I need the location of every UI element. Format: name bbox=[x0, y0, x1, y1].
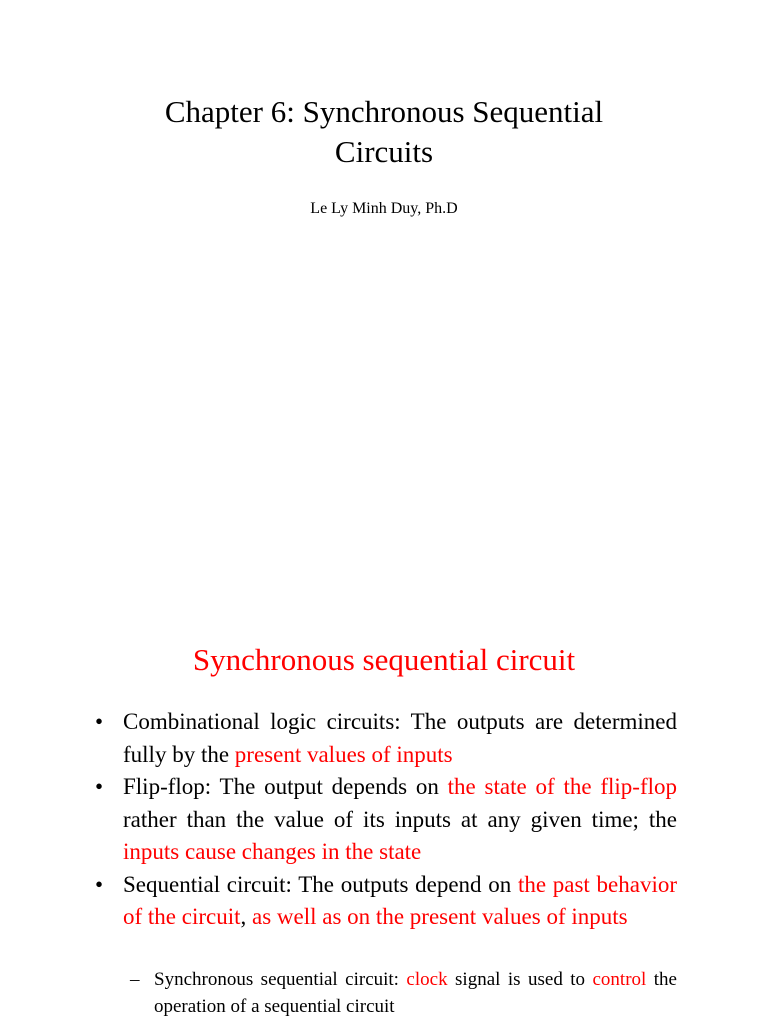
bullet-highlight: the past behavior of the circuit bbox=[123, 871, 677, 929]
bullet-highlight: the state of the flip-flop bbox=[447, 774, 677, 799]
bullet-text: Flip-flop: The output depends on bbox=[123, 774, 448, 799]
bullet-text: Combinational logic circuits: The outputs are determined fully by the bbox=[123, 709, 677, 767]
bullet-highlight: present values of inputs bbox=[234, 741, 453, 767]
sub-bullet-list bbox=[130, 966, 677, 1020]
bullet-sequential bbox=[95, 869, 677, 934]
sub-bullet-text: signal is used to bbox=[447, 969, 593, 990]
chapter-title-line-2: Circuits bbox=[334, 134, 434, 169]
bullet-marker: • bbox=[95, 774, 104, 799]
bullet-combinational bbox=[95, 706, 677, 771]
sub-bullet-marker: – bbox=[130, 969, 140, 990]
bullet-highlight: inputs cause changes in the state bbox=[123, 839, 422, 864]
bullet-marker: • bbox=[95, 871, 104, 897]
sub-bullet-highlight: clock bbox=[406, 969, 448, 990]
content-slide bbox=[0, 560, 768, 1024]
author-name: Le Ly Minh Duy, Ph.D bbox=[310, 200, 458, 217]
sub-bullet-text: Synchronous sequential circuit: bbox=[154, 969, 407, 990]
sub-bullet-synchronous bbox=[130, 966, 677, 1020]
sub-bullet-text: the operation of a sequential circuit bbox=[154, 969, 677, 1017]
bullet-text: rather than the value of its inputs at any given time; the bbox=[123, 806, 677, 832]
sub-bullet-highlight: control bbox=[592, 969, 647, 990]
slide-title: Synchronous sequential circuit bbox=[192, 642, 576, 677]
chapter-title-line-1: Chapter 6: Synchronous Sequential bbox=[164, 94, 604, 129]
bullet-highlight: as well as on the present values of inputs bbox=[252, 904, 628, 929]
bullet-text: Sequential circuit: The outputs depend on bbox=[123, 871, 518, 897]
bullet-marker: • bbox=[95, 709, 104, 734]
chapter-title bbox=[84, 92, 684, 172]
bullet-text: , bbox=[240, 904, 253, 929]
bullet-list bbox=[95, 706, 677, 934]
bullet-flip-flop bbox=[95, 771, 677, 869]
